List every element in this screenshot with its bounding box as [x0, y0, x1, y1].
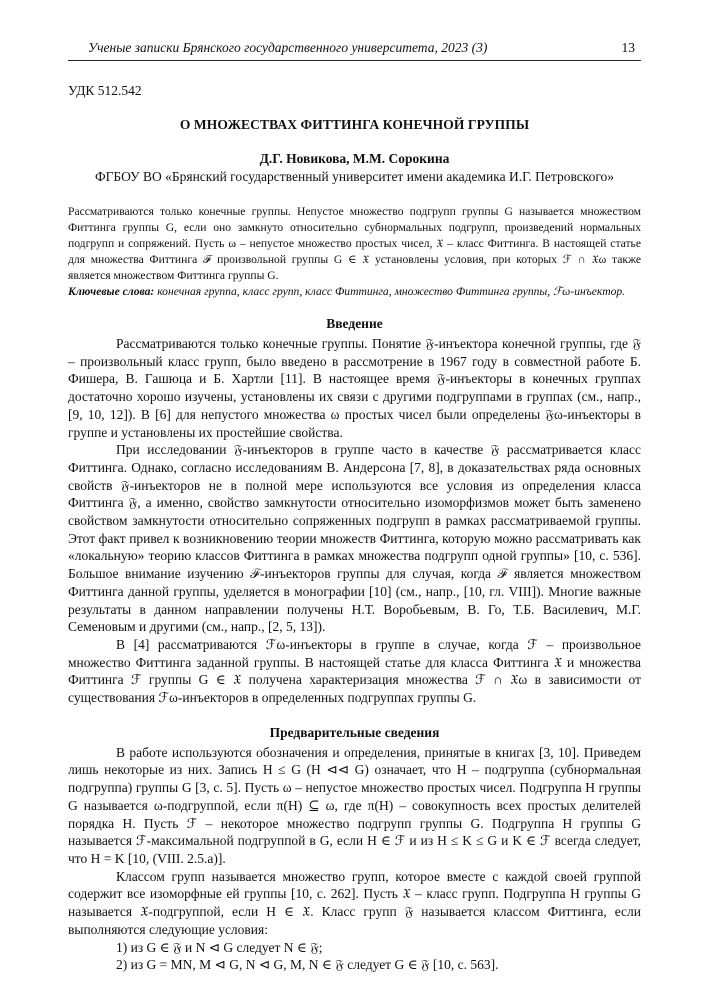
paper-title: О МНОЖЕСТВАХ ФИТТИНГА КОНЕЧНОЙ ГРУППЫ — [179, 117, 530, 132]
paper-affiliation: ФГБОУ ВО «Брянский государственный университет имени академика И.Г. Петровского» — [94, 169, 615, 184]
section-heading: Предварительные сведения — [269, 724, 440, 740]
keywords-label: Ключевые слова: — [68, 285, 155, 298]
section-introduction — [68, 316, 641, 707]
paper-page — [68, 40, 641, 974]
keywords-text: конечная группа, класс групп, класс Фиттинга, множество Фиттинга группы, ℱω-инъектор. — [157, 285, 626, 298]
paragraph: В работе используются обозначения и определения, принятые в книгах [3, 10]. Приведем лишь некоторые из них. Запись H ≤ G (H ⊲⊲ G) означает, что H – подгруппа (субнормальная подгруппа) группы G [3, с. 5]. Пусть ω – непустое множество простых чисел. Подгруппа H группы G называется ω-подгруппой, если π(H) ⊆ ω, где π(H) – совокупность всех простых делителей порядка H. Пусть ℱ – некоторое множество подгрупп группы G. Подгруппа H группы G называется ℱ-максимальной подгруппой в G, если H ∈ ℱ и из H ≤ K ≤ G и K ∈ ℱ всегда следует, что H = K [10, (VIII. 2.5.a)]. — [68, 744, 641, 866]
section-preliminaries — [68, 725, 641, 974]
abstract: Рассматриваются только конечные группы. Непустое множество подгрупп группы G называется множеством Фиттинга группы G, если оно замкнуто относительно субнормальных подгрупп, произведений нормальных подгрупп и сопряжений. Пусть ω – непустое множество простых чисел, 𝔛 – класс Фиттинга. В настоящей статье для множества Фиттинга ℱ произвольной группы G ∈ 𝔛 установлены условия, при которых ℱ ∩ 𝔛ω также является множеством Фиттинга группы G. — [68, 205, 641, 282]
keywords — [68, 284, 641, 300]
list-item: 2) из G = MN, M ⊲ G, N ⊲ G, M, N ∈ 𝔉 следует G ∈ 𝔉 [10, с. 563]. — [116, 957, 499, 973]
paragraph: При исследовании 𝔉-инъекторов в группе часто в качестве 𝔉 рассматривается класс Фиттинга. Однако, согласно исследованиям В. Андерсона [7, 8], в доказательствах ряда основных свойств 𝔉-инъекторов не в полной мере используются все условия из определения класса Фиттинга 𝔉, а именно, свойство замкнутости относительно изоморфизмов может быть заменено свойством замкнутости относительно сопряженных подгрупп в рамках рассматриваемой группы. Этот факт привел к возникновению теории множеств Фиттинга, которую можно рассматривать как «локальную» теорию классов Фиттинга в рамках множества подгрупп одной группы» [10, с. 536]. Большое внимание изучению ℱ-инъекторов группы для случая, когда ℱ является множеством Фиттинга данной группы, уделяется в монографии [10] (см., напр., [10, гл. VIII]). Многие важные результаты в данном направлении получены Н.Т. Воробьевым, В. Го, Т.Б. Василевич, М.Г. Семеновым и другими (см., напр., [2, 5, 13]). — [68, 442, 641, 635]
section-heading: Введение — [326, 316, 383, 331]
paragraph: В [4] рассматриваются ℱω-инъекторы в группе в случае, когда ℱ – произвольное множество Фиттинга заданной группы. В настоящей статье для класса Фиттинга 𝔛 и множества Фиттинга ℱ группы G ∈ 𝔛 получена характеризация множества ℱ ∩ 𝔛ω в зависимости от существования ℱω-инъекторов в определенных подгруппах группы G. — [68, 636, 641, 706]
list-item: 1) из G ∈ 𝔉 и N ⊲ G следует N ∈ 𝔉; — [116, 939, 323, 955]
running-header — [68, 40, 641, 61]
journal-name: Ученые записки Брянского государственного университета, 2023 (3) — [88, 40, 488, 55]
paragraph: Рассматриваются только конечные группы. Понятие 𝔉-инъектора конечной группы, где 𝔉 – произвольный класс групп, было введено в рассмотрение в 1967 году в совместной работе Б. Фишера, В. Гашюца и Б. Хартли [11]. В настоящее время 𝔉-инъекторы в конечных группах достаточно хорошо изучены, установлены их связи с другими подгруппами в группах (см., напр., [9, 10, 12]). В [6] для непустого множества ω простых чисел были определены 𝔉ω-инъекторы в группе и установлены их простейшие свойства. — [68, 336, 641, 440]
paragraph: Классом групп называется множество групп, которое вместе с каждой своей группой содержит все изоморфные ей группы [10, с. 262]. Пусть 𝔛 – класс групп. Подгруппа H группы G называется 𝔛-подгруппой, если H ∈ 𝔛. Класс групп 𝔉 называется классом Фиттинга, если выполняются следующие условия: — [68, 868, 641, 937]
udc-code: УДК 512.542 — [68, 83, 142, 98]
paper-authors: Д.Г. Новикова, М.М. Сорокина — [259, 151, 450, 166]
page-number: 13 — [621, 40, 635, 55]
